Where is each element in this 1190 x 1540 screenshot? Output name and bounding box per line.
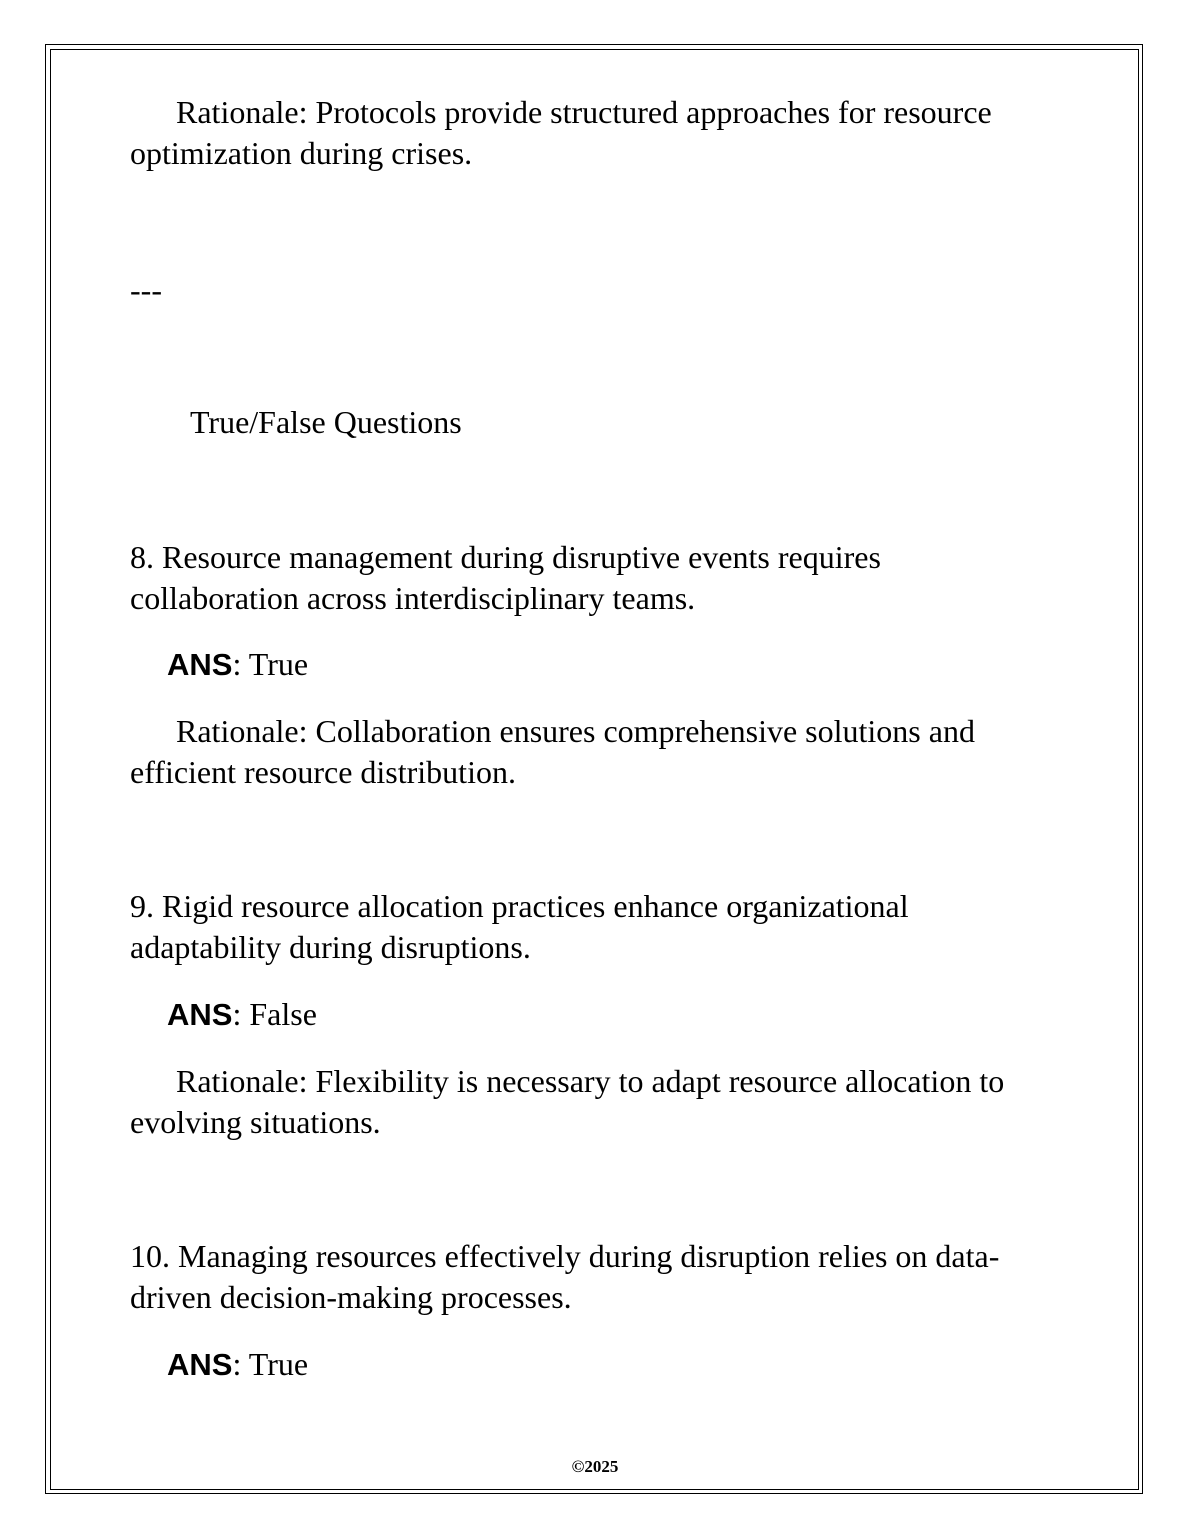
answer-key-label: ANS bbox=[167, 1347, 233, 1382]
answer-value: : True bbox=[232, 1346, 309, 1382]
answer-key-label: ANS bbox=[167, 647, 233, 682]
answer-9 bbox=[130, 994, 1050, 1035]
rationale-q8: Rationale: Collaboration ensures comprehensive solutions and efficient resource distribution. bbox=[130, 713, 975, 790]
section-heading: True/False Questions bbox=[190, 404, 462, 440]
separator: --- bbox=[130, 272, 162, 308]
answer-key-label: ANS bbox=[167, 997, 233, 1032]
answer-value: : True bbox=[232, 646, 309, 682]
question-10: 10. Managing resources effectively during disruption relies on data-driven decision-making processes. bbox=[130, 1238, 1000, 1315]
question-9: 9. Rigid resource allocation practices enhance organizational adaptability during disruptions. bbox=[130, 888, 909, 965]
document-body bbox=[130, 92, 1050, 1385]
rationale-q7: Rationale: Protocols provide structured approaches for resource optimization during crises. bbox=[130, 94, 992, 171]
question-8: 8. Resource management during disruptive events requires collaboration across interdisciplinary teams. bbox=[130, 539, 881, 616]
rationale-q9: Rationale: Flexibility is necessary to adapt resource allocation to evolving situations. bbox=[130, 1063, 1005, 1140]
answer-8 bbox=[130, 644, 1050, 685]
copyright-footer: ©2025 bbox=[571, 1457, 619, 1476]
answer-10 bbox=[130, 1344, 1050, 1385]
answer-value: : False bbox=[232, 996, 317, 1032]
